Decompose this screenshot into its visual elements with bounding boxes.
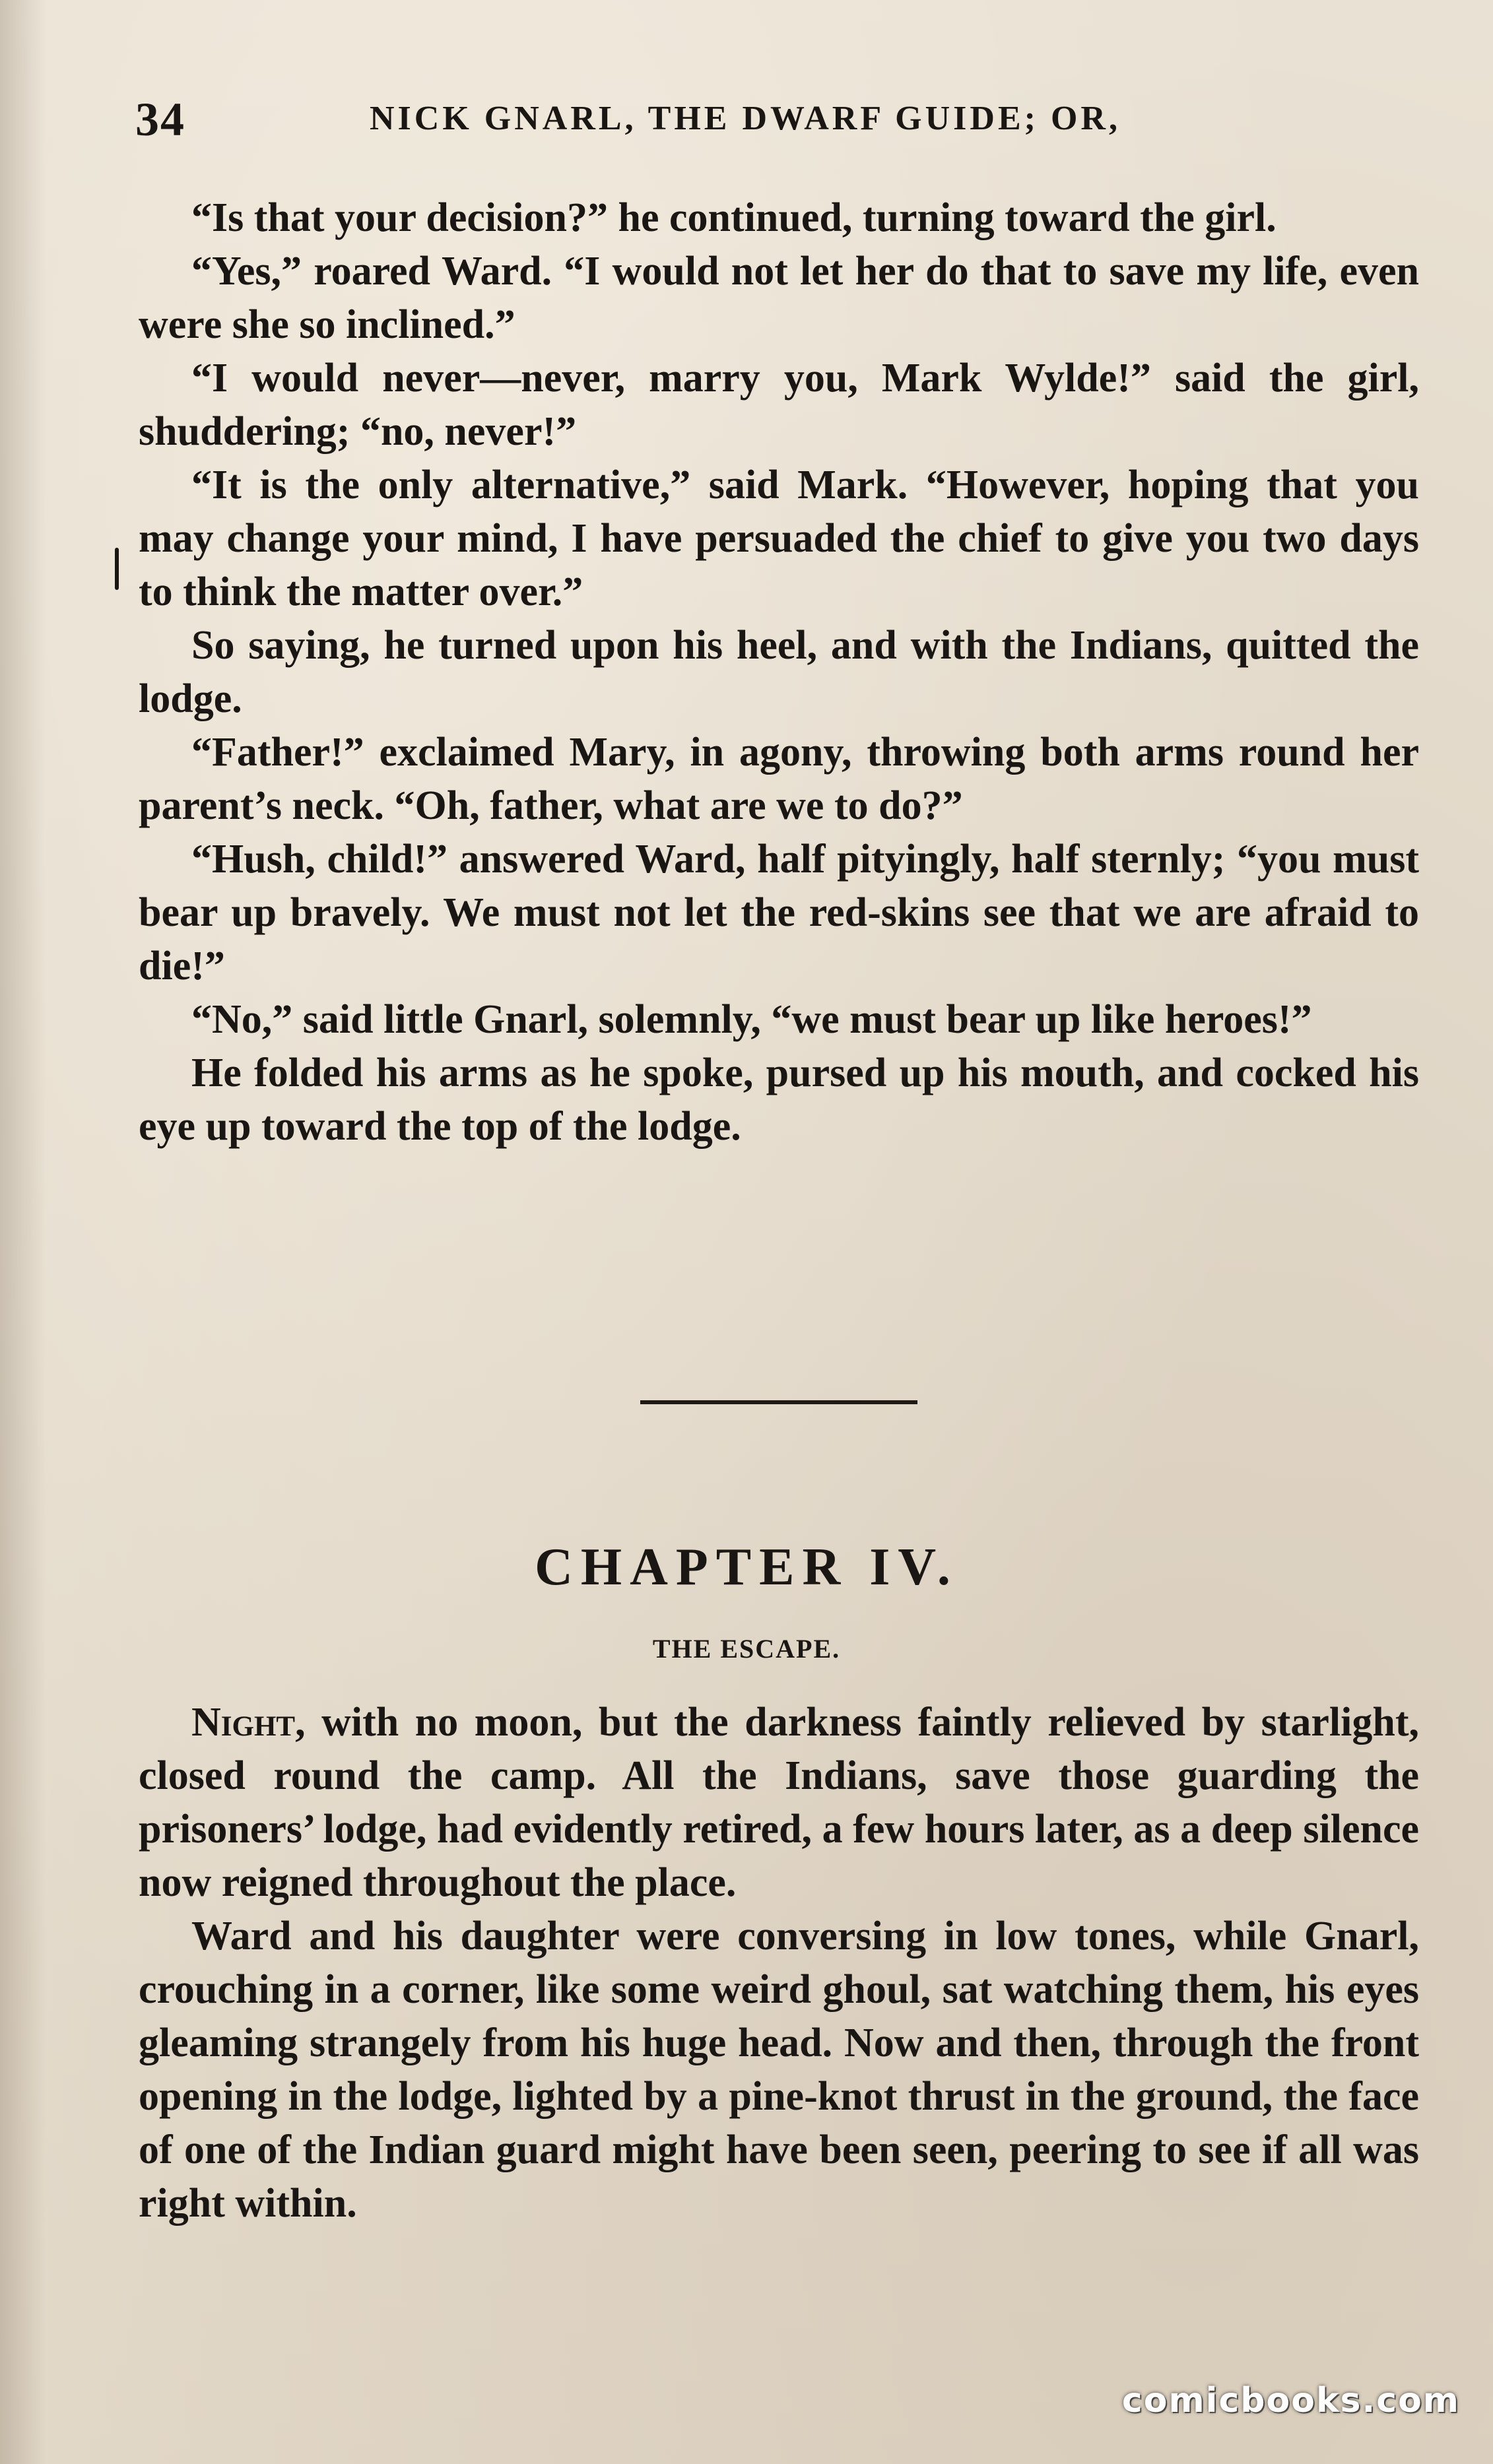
paragraph: “Father!” exclaimed Mary, in agony, throwing both arms round her parent’s neck. “Oh, father, what are we to do?” — [139, 730, 1419, 828]
paragraph: He folded his arms as he spoke, pursed up his mouth, and cocked his eye up toward the top of the lodge. — [139, 1051, 1419, 1149]
running-head: NICK GNARL, THE DWARF GUIDE; OR, — [370, 100, 1121, 137]
lead-word: Night — [191, 1700, 296, 1745]
chapter-title: CHAPTER IV. — [535, 1538, 958, 1596]
chapter-paragraph: Ward and his daughter were conversing in low tones, while Gnarl, crouching in a corner, like some weird ghoul, sat watching them, his eyes gleaming strangely from his huge head. Now and then, through the front opening in the lodge, lighted by a pine-knot thrust in the ground, the face of one of the Indian guard might have been seen, peering to see if all was right within. — [139, 1914, 1419, 2226]
paragraph: So saying, he turned upon his heel, and with the Indians, quitted the lodge. — [139, 623, 1419, 721]
paragraph: “Is that your decision?” he continued, turning toward the girl. — [191, 195, 1277, 240]
chapter-text-block — [139, 1696, 1419, 2230]
margin-pen-mark — [115, 548, 119, 590]
paragraph-text: , with no moon, but the darkness faintly relieved by starlight, closed round the camp. All the Indians, save those guarding the prisoners’ lodge, had evidently retired, a few hours later, as a deep silence now reigned throughout the place. — [139, 1700, 1419, 1905]
watermark: comicbooks.com — [1121, 2381, 1460, 2420]
top-text-block — [139, 191, 1419, 1153]
paragraph: “Yes,” roared Ward. “I would not let her do that to save my life, even were she so inclined.” — [139, 249, 1419, 347]
paragraph: “No,” said little Gnarl, solemnly, “we must bear up like heroes!” — [191, 997, 1312, 1042]
page-number: 34 — [135, 93, 185, 146]
section-divider-rule — [640, 1400, 917, 1404]
chapter-paragraph — [139, 1696, 1419, 1910]
paragraph: “I would never—never, marry you, Mark Wylde!” said the girl, shuddering; “no, never!” — [139, 356, 1419, 454]
paragraph: “It is the only alternative,” said Mark. “However, hoping that you may change your mind, I have persuaded the chief to give you two days to think the matter over.” — [139, 463, 1419, 614]
page-edge-shadow — [0, 0, 46, 2464]
paragraph: “Hush, child!” answered Ward, half pityingly, half sternly; “you must bear up bravely. We must not let the red-skins see that we are afraid to die!” — [139, 837, 1419, 989]
chapter-subtitle: THE ESCAPE. — [652, 1634, 841, 1664]
page-header — [135, 92, 1429, 152]
